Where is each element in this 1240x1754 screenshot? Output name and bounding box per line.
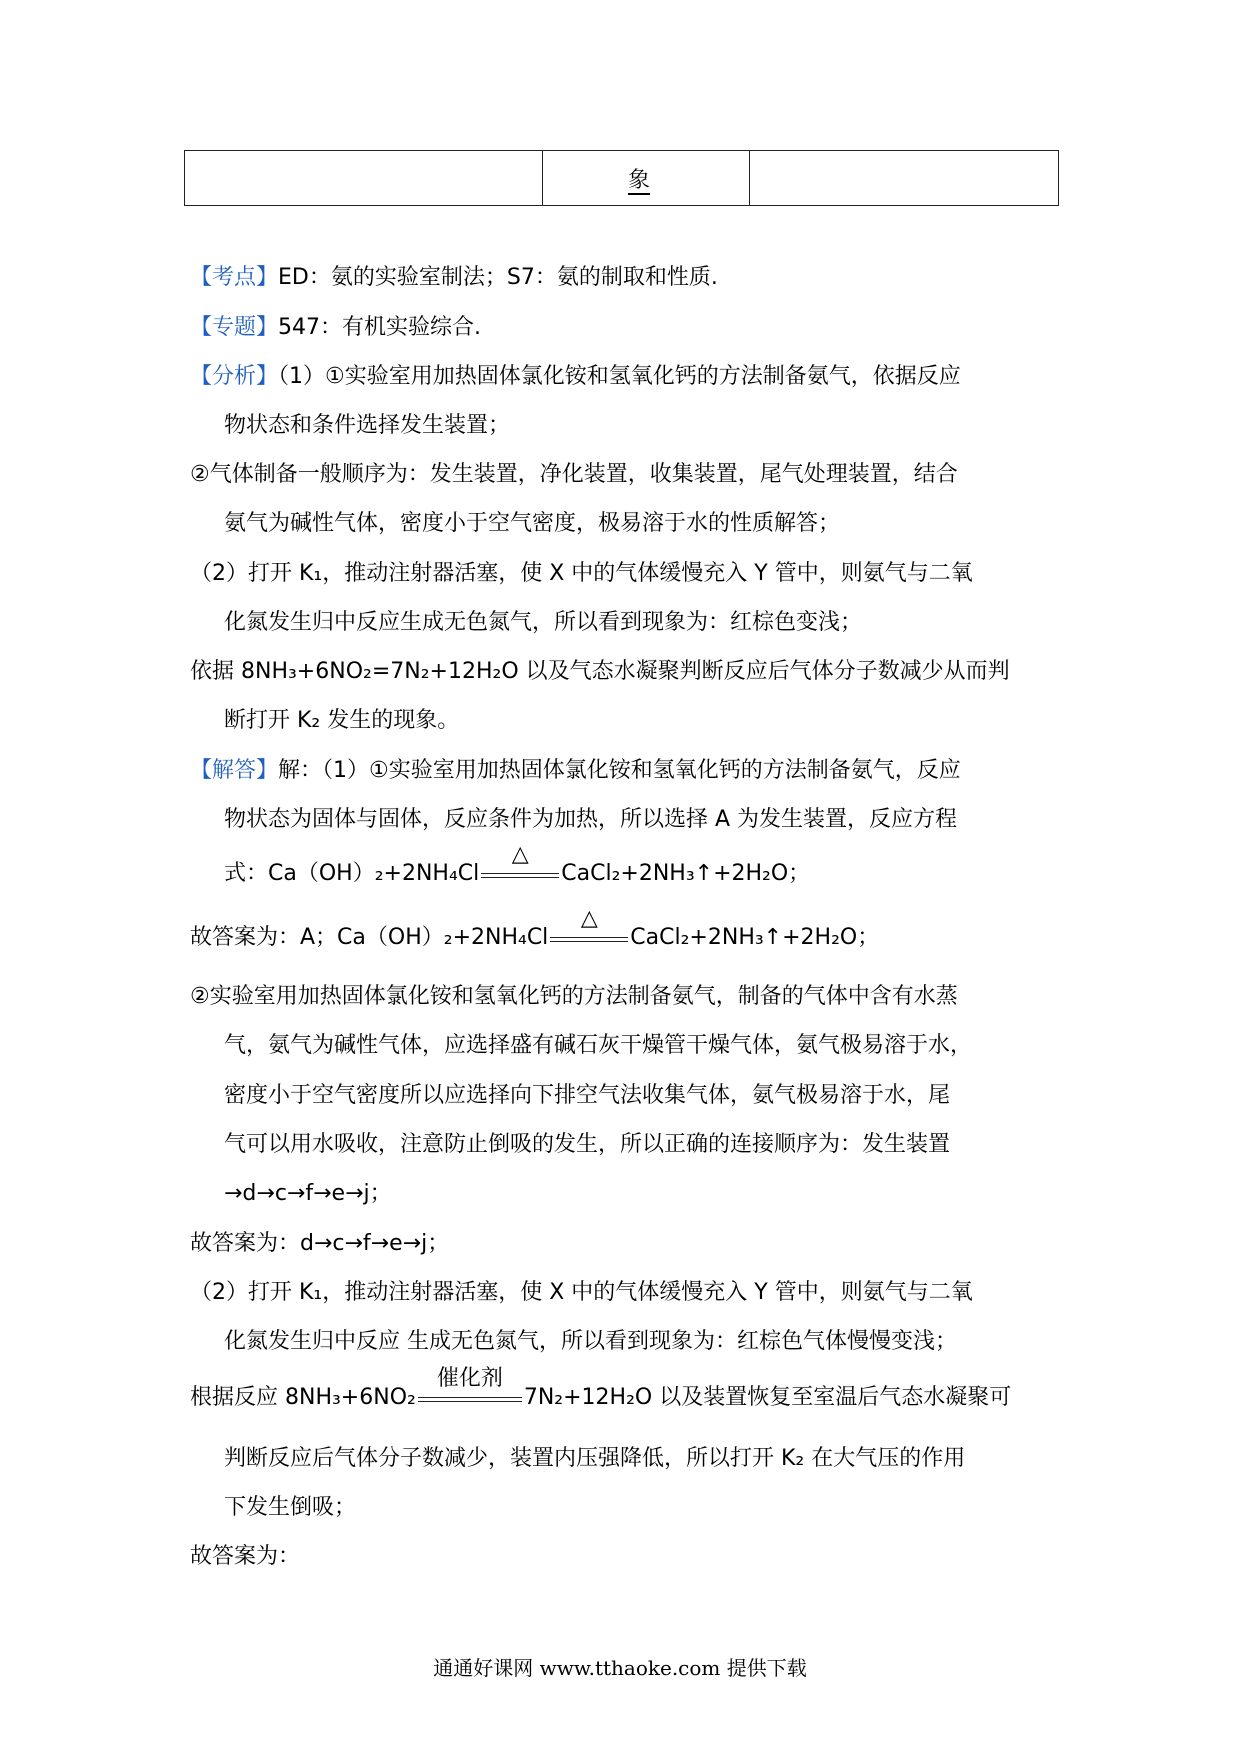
jieda-line-2: 物状态为固体与固体，反应条件为加热，所以选择 A 为发生装置，反应方程: [224, 807, 958, 832]
heat-condition-2: [550, 906, 628, 947]
jieda-line-5: 密度小于空气密度所以应选择向下排空气法收集气体，氨气极易溶于水，尾: [224, 1083, 951, 1108]
page-footer: 通通好课网 www.tthaoke.com 提供下载: [433, 1656, 807, 1680]
fenxi-line-7: 依据 8NH₃+6NO₂=7N₂+12H₂O 以及气态水凝聚判断反应后气体分子数减少从而判: [190, 659, 1010, 684]
zhuanti-tag: 【专题】: [190, 315, 279, 340]
fenxi-line-5: （2）打开 K₁，推动注射器活塞，使 X 中的气体缓慢充入 Y 管中，则氨气与二氧: [190, 561, 973, 586]
table-cell-text: 象: [627, 167, 650, 193]
jieda-line-6: 气可以用水吸收，注意防止倒吸的发生，所以正确的连接顺序为：发生装置: [224, 1132, 951, 1157]
jieda-line-8: 故答案为：d→c→f→e→j；: [190, 1231, 450, 1256]
equation-1-right: CaCl₂+2NH₃↑+2H₂O；: [561, 861, 811, 886]
fenxi-line-1: [190, 361, 961, 393]
fenxi-text-1: （1）①实验室用加热固体氯化铵和氢氧化钙的方法制备氨气，依据反应: [278, 364, 961, 389]
equation-2: [190, 906, 880, 954]
kaodian-tag: 【考点】: [190, 265, 279, 290]
equation-2-left: 故答案为：A；Ca（OH）₂+2NH₄Cl: [190, 925, 549, 950]
equation-3-left: 根据反应 8NH₃+6NO₂: [190, 1385, 416, 1410]
heat-symbol-2: △: [580, 906, 598, 931]
equation-1-left: 式：Ca（OH）₂+2NH₄Cl: [224, 861, 480, 886]
jieda-line-10: 化氮发生归中反应 生成无色氮气，所以看到现象为：红棕色气体慢慢变浅；: [224, 1329, 957, 1354]
jieda-line-4: 气，氨气为碱性气体，应选择盛有碱石灰干燥管干燥气体，氨气极易溶于水，: [224, 1033, 973, 1058]
kaodian-line: [190, 262, 718, 294]
equation-3: [190, 1366, 1012, 1414]
zhuanti-text: 547：有机实验综合.: [278, 315, 482, 340]
table-cell-2: [543, 151, 750, 206]
answer-table-fragment: [184, 150, 1059, 206]
fenxi-line-8: 断打开 K₂ 发生的现象。: [224, 708, 460, 733]
heat-symbol-1: △: [511, 842, 529, 867]
fenxi-line-2: 物状态和条件选择发生装置；: [224, 413, 511, 438]
catalyst-label: 催化剂: [436, 1366, 503, 1391]
fenxi-line-3: ②气体制备一般顺序为：发生装置，净化装置，收集装置，尾气处理装置，结合: [190, 462, 958, 487]
jieda-text-1: 解：（1）①实验室用加热固体氯化铵和氢氧化钙的方法制备氨气，反应: [278, 758, 961, 783]
jieda-line-13: 故答案为：: [190, 1544, 301, 1569]
heat-condition-1: [481, 842, 559, 883]
zhuanti-line: [190, 312, 481, 344]
jieda-line-12: 下发生倒吸；: [224, 1495, 357, 1520]
table-cell-1: [185, 151, 543, 206]
fenxi-tag: 【分析】: [190, 364, 279, 389]
jieda-line-3: ②实验室用加热固体氯化铵和氢氧化钙的方法制备氨气，制备的气体中含有水蒸: [190, 984, 958, 1009]
jieda-line-1: [190, 755, 961, 787]
fenxi-line-6: 化氮发生归中反应生成无色氮气，所以看到现象为：红棕色变浅；: [224, 610, 863, 635]
kaodian-text: ED：氨的实验室制法；S7：氨的制取和性质.: [278, 265, 718, 290]
fenxi-line-4: 氨气为碱性气体，密度小于空气密度，极易溶于水的性质解答；: [224, 511, 841, 536]
table-cell-3: [750, 151, 1059, 206]
equation-2-right: CaCl₂+2NH₃↑+2H₂O；: [630, 925, 880, 950]
jieda-line-7: →d→c→f→e→j；: [224, 1181, 392, 1206]
jieda-tag: 【解答】: [190, 758, 279, 783]
jieda-line-11: 判断反应后气体分子数减少，装置内压强降低，所以打开 K₂ 在大气压的作用: [224, 1446, 966, 1471]
equation-1: [224, 842, 811, 890]
catalyst-condition: [418, 1366, 522, 1407]
jieda-line-9: （2）打开 K₁，推动注射器活塞，使 X 中的气体缓慢充入 Y 管中，则氨气与二氧: [190, 1280, 973, 1305]
equation-3-right: 7N₂+12H₂O 以及装置恢复至室温后气态水凝聚可: [523, 1385, 1012, 1410]
